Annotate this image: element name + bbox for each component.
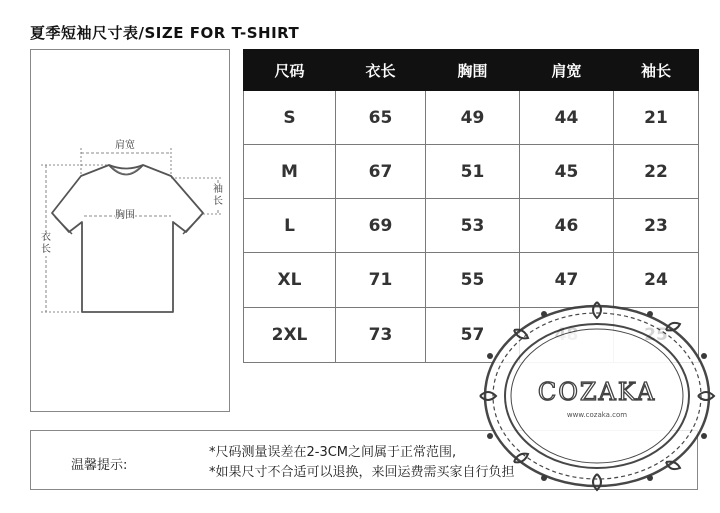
table-cell: M [244, 145, 336, 199]
header-size: 尺码 [244, 50, 336, 91]
header-chest: 胸围 [426, 50, 520, 91]
table-cell: 57 [426, 308, 520, 363]
table-cell: 51 [426, 145, 520, 199]
table-cell: 47 [520, 253, 614, 308]
table-cell: 46 [520, 199, 614, 253]
table-cell: L [244, 199, 336, 253]
table-cell: 21 [614, 91, 699, 145]
table-row [244, 199, 699, 253]
chart-title: 夏季短袖尺寸表/SIZE FOR T-SHIRT [30, 24, 300, 42]
table-row [244, 91, 699, 145]
table-cell: 69 [336, 199, 426, 253]
table-cell: XL [244, 253, 336, 308]
table-cell: 45 [520, 145, 614, 199]
header-shoulder: 肩宽 [520, 50, 614, 91]
tshirt-illustration [31, 50, 231, 413]
length-label: 衣长 [41, 232, 51, 255]
table-cell: 22 [614, 145, 699, 199]
tshirt-diagram [30, 49, 230, 412]
table-row [244, 145, 699, 199]
table-cell: 24 [614, 253, 699, 308]
table-cell: 73 [336, 308, 426, 363]
tips-label: 温馨提示: [71, 458, 128, 473]
shoulder-label: 肩宽 [115, 140, 135, 151]
table-cell: 44 [520, 91, 614, 145]
cozaka-seal-watermark [474, 296, 720, 496]
tips-line: *如果尺寸不合适可以退换，来回运费需买家自行负担 [209, 465, 515, 480]
table-cell: 71 [336, 253, 426, 308]
seal-url: www.cozaka.com [566, 411, 628, 419]
table-cell: 67 [336, 145, 426, 199]
table-cell: 49 [426, 91, 520, 145]
header-length: 衣长 [336, 50, 426, 91]
tips-text [209, 443, 515, 483]
header-sleeve: 袖长 [614, 50, 699, 91]
table-cell: 65 [336, 91, 426, 145]
table-header-row [244, 50, 699, 91]
table-cell: 2XL [244, 308, 336, 363]
tips-line: *尺码测量误差在2-3CM之间属于正常范围, [209, 445, 457, 460]
seal-brand: COZAKA [537, 378, 657, 406]
sleeve-label: 袖长 [213, 184, 223, 207]
table-cell: 53 [426, 199, 520, 253]
table-cell: S [244, 91, 336, 145]
tshirt-outline [52, 165, 203, 312]
table-cell: 23 [614, 199, 699, 253]
chest-label: 胸围 [115, 210, 135, 221]
table-cell: 55 [426, 253, 520, 308]
